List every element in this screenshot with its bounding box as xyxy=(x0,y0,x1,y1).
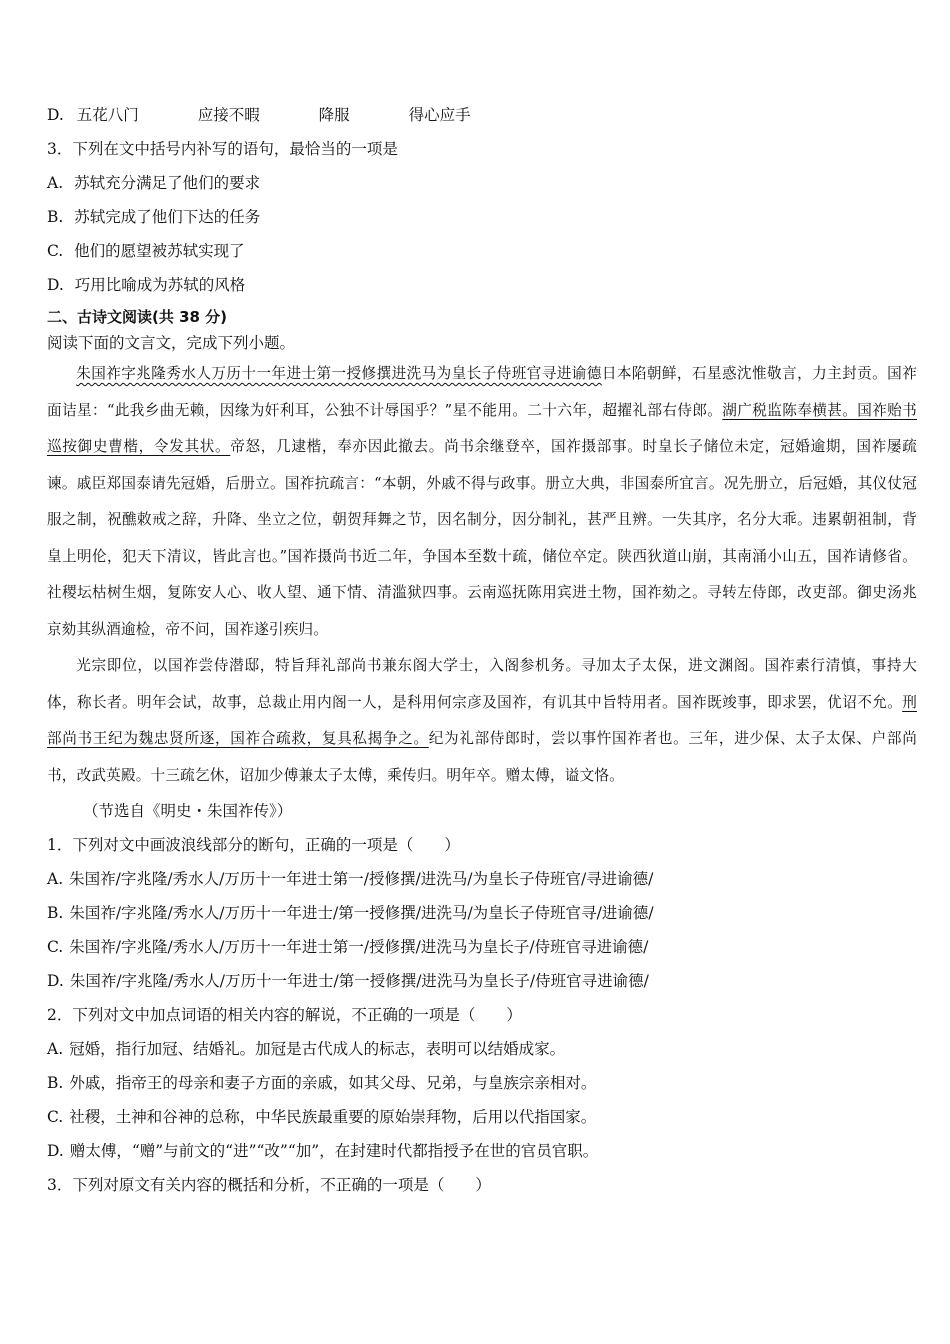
option-text: 苏轼充分满足了他们的要求 xyxy=(74,174,261,192)
option-word-4: 得心应手 xyxy=(408,106,471,124)
option-letter: D. xyxy=(47,276,64,294)
question-option xyxy=(47,1100,917,1134)
option-text: 外戚，指帝王的母亲和妻子方面的亲戚，如其父母、兄弟，与皇族宗亲相对。 xyxy=(69,1074,597,1092)
option-letter: C. xyxy=(47,938,64,956)
underlined-sentence: 湖广税监陈奉横甚。国祚贻书巡按御史曹楷，令发其状。 xyxy=(47,401,917,455)
underlined-sentence: 刑部尚书王纪为魏忠贤所逐，国祚合疏救，复具私揭争之。 xyxy=(47,693,917,747)
option-letter: B. xyxy=(47,208,64,226)
question-option xyxy=(47,896,917,930)
option-text: 冠婚，指行加冠、结婚礼。加冠是古代成人的标志，表明可以结婚成家。 xyxy=(69,1040,566,1058)
option-word-1: 五花八门 xyxy=(76,106,139,124)
question-option xyxy=(47,1032,917,1066)
passage-source: （节选自《明史・朱国祚传》） xyxy=(83,802,293,820)
option-letter: A. xyxy=(47,174,64,192)
passage-paragraph-2 xyxy=(47,648,917,794)
option-letter: B. xyxy=(47,1074,64,1092)
option-text: 朱国祚/字兆隆/秀水人/万历十一年进士/第一授修撰/进洗马为皇长子/侍班官寻进谕德/ xyxy=(69,972,649,990)
section-title: 二、古诗文阅读(共 38 分) xyxy=(47,308,228,326)
option-text: 赠太傅，“赠”与前文的“进”“改”“加”，在封建时代都指授予在世的官员官职。 xyxy=(69,1142,599,1160)
question-stem: 2．下列对文中加点词语的相关内容的解说，不正确的一项是（ ） xyxy=(47,1006,522,1024)
question-2 xyxy=(47,998,917,1168)
option-letter: A. xyxy=(47,870,64,888)
question-1 xyxy=(47,828,917,998)
option-letter: A. xyxy=(47,1040,64,1058)
prev-q3-option-a xyxy=(47,166,917,200)
option-text: 他们的愿望被苏轼实现了 xyxy=(74,242,245,260)
passage-text: 帝怒，几逮楷，奉亦因此撤去。尚书余继登卒，国祚摄部事。时皇长子储位未定，冠婚逾期，国祚屡疏谏。戚臣郑国泰请先冠婚，后册立。国祚抗疏言：“本朝，外戚不得与政事。册立大典，非国泰所宜言。况先册立，后冠婚，其仪仗冠服之制，祝醮敕戒之辞，升降、坐立之位，朝贺拜舞之节，因名制分，因分制礼，甚严且辨。一失其序，名分大乖。违累朝祖制，背皇上明伦，犯天下清议，皆此言也。”国祚摄尚书近二年，争国本至数十疏，储位卒定。陕西狄道山崩，其南涌小山五，国祚请修省。社稷坛枯树生烟，复陈安人心、收人望、通下情、清滥狱四事。云南巡抚陈用宾进土物，国祚劾之。寻转左侍郎，改吏部。御史汤兆京劾其纵酒逾检，帝不问，国祚遂引疾归。 xyxy=(47,438,917,638)
passage-text: 光宗即位，以国祚尝侍潜邸，特旨拜礼部尚书兼东阁大学士，入阁参机务。寻加太子太保，进文渊阁。国祚素行清慎，事持大体，称长者。明年会试，故事，总裁止用内阁一人，是科用何宗彦及国祚，有讥其中旨特用者。国祚既竣事，即求罢，优诏不允。 xyxy=(47,657,917,711)
wavy-underlined-text: 朱国祚字兆隆秀水人万历十一年进士第一授修撰进洗马为皇长子侍班官寻进谕德 xyxy=(76,365,602,382)
prev-q3-option-d xyxy=(47,268,917,302)
option-word-3: 降服 xyxy=(318,106,350,124)
prev-q3-option-b xyxy=(47,200,917,234)
prev-option-d xyxy=(47,98,917,132)
question-option xyxy=(47,1134,917,1168)
prev-q3-option-c xyxy=(47,234,917,268)
option-letter: C. xyxy=(47,1108,64,1126)
prev-q3-stem: 3．下列在文中括号内补写的语句，最恰当的一项是 xyxy=(47,140,398,158)
question-option xyxy=(47,930,917,964)
option-letter: D. xyxy=(47,972,64,990)
option-letter: B. xyxy=(47,904,64,922)
question-option xyxy=(47,964,917,998)
option-text: 巧用比喻成为苏轼的风格 xyxy=(74,276,246,294)
question-3 xyxy=(47,1168,917,1202)
passage-text: 纪为礼部侍郎时，尝以事忤国祚者也。三年，进少保、太子太保、户部尚书，改武英殿。十三疏乞休，诏加少傅兼太子太傅，乘传归。明年卒。赠太傅，谥文恪。 xyxy=(47,730,917,784)
option-text: 朱国祚/字兆隆/秀水人/万历十一年进士/第一授修撰/进洗马/为皇长子侍班官寻/进谕德/ xyxy=(69,904,654,922)
question-option xyxy=(47,862,917,896)
option-word-2: 应接不暇 xyxy=(197,106,260,124)
option-letter: D. xyxy=(47,106,64,124)
question-option xyxy=(47,1066,917,1100)
option-letter: C. xyxy=(47,242,64,260)
section-intro: 阅读下面的文言文，完成下列小题。 xyxy=(47,334,296,352)
option-text: 朱国祚/字兆隆/秀水人/万历十一年进士第一/授修撰/进洗马为皇长子/侍班官寻进谕德/ xyxy=(69,938,649,956)
option-letter: D. xyxy=(47,1142,64,1160)
passage xyxy=(47,356,917,794)
question-stem: 3．下列对原文有关内容的概括和分析，不正确的一项是（ ） xyxy=(47,1176,491,1194)
passage-text: 日本陷朝鲜，石星惑沈惟敬言，力主封贡。国祚面诘星：“此我乡曲无赖，因缘为奸利耳，公独不计辱国乎？”星不能用。二十六年，超擢礼部右侍郎。 xyxy=(47,365,917,419)
question-stem: 1．下列对文中画波浪线部分的断句，正确的一项是（ ） xyxy=(47,836,460,854)
option-text: 朱国祚/字兆隆/秀水人/万历十一年进士第一/授修撰/进洗马/为皇长子侍班官/寻进谕德/ xyxy=(69,870,654,888)
option-text: 苏轼完成了他们下达的任务 xyxy=(74,208,261,226)
option-text: 社稷，土神和谷神的总称，中华民族最重要的原始崇拜物，后用以代指国家。 xyxy=(69,1108,597,1126)
document-page xyxy=(47,98,917,1202)
passage-paragraph-1 xyxy=(47,356,917,648)
